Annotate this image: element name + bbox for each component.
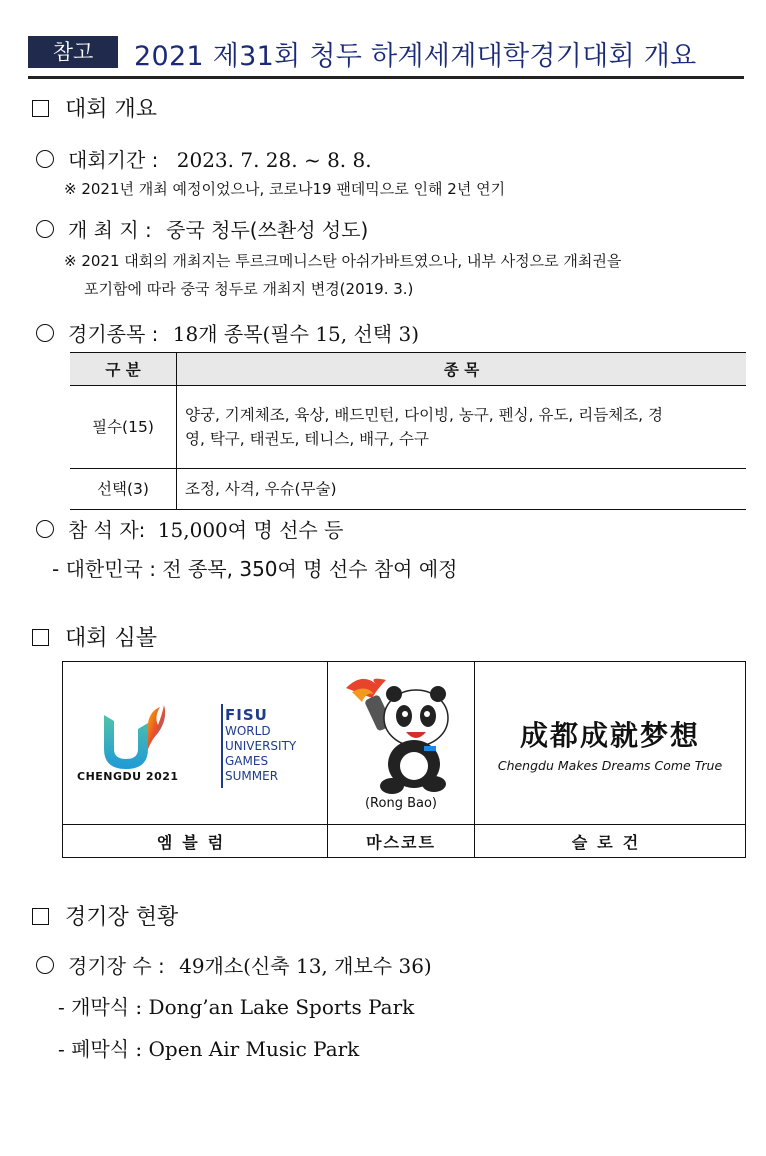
period-value: 2023. 7. 28. ~ 8. 8.: [176, 148, 372, 172]
mascot-name: (Rong Bao): [364, 796, 437, 811]
symbols-table: [62, 661, 746, 858]
emblem-city: CHENGDU 2021: [77, 770, 179, 783]
section-overview-heading: 대회 개요: [32, 92, 157, 123]
fisu-wordmark: FISU: [225, 706, 268, 724]
venue-line: [36, 214, 368, 243]
slogan-label: 슬로건: [475, 825, 746, 858]
period-label: 대회기간 :: [68, 148, 159, 172]
table-header-row: [70, 353, 746, 386]
square-bullet-icon: [32, 100, 49, 117]
circle-bullet-icon: [36, 324, 54, 342]
slogan-chinese: 成都成就梦想: [519, 718, 700, 752]
venue-note-1: ※ 2021 대회의 개최지는 투르크메니스탄 아쉬가바트였으나, 내부 사정으로 개최권을: [64, 252, 622, 270]
events-line: [36, 318, 419, 347]
closing-line: - 폐막식 : Open Air Music Park: [58, 1037, 360, 1061]
circle-bullet-icon: [36, 956, 54, 974]
table-cell-sports: 조정, 사격, 우슈(무술): [177, 469, 747, 510]
circle-bullet-icon: [36, 220, 54, 238]
slogan-english: Chengdu Makes Dreams Come True: [497, 757, 723, 773]
fisu-line: UNIVERSITY: [225, 739, 297, 753]
mascot-label: 마스코트: [328, 825, 475, 858]
square-bullet-icon: [32, 629, 49, 646]
table-cell-category: 필수(15): [70, 386, 177, 469]
participants-label: 참 석 자:: [68, 518, 146, 542]
section-venues-heading: 경기장 현황: [32, 900, 178, 931]
table-cell-sports: [177, 386, 747, 469]
sports-line: 양궁, 기계체조, 육상, 배드민턴, 다이빙, 농구, 펜싱, 유도, 리듬체조, 경: [185, 406, 663, 424]
table-row: [70, 469, 746, 510]
venue-value: 중국 청두(쓰촨성 성도): [166, 218, 369, 242]
circle-bullet-icon: [36, 150, 54, 168]
emblem-divider: [221, 704, 223, 788]
venue-count-value: 49개소(신축 13, 개보수 36): [179, 954, 432, 978]
emblem-cell: [63, 662, 328, 825]
korea-line: - 대한민국 : 전 종목, 350여 명 선수 참여 예정: [52, 557, 458, 581]
venue-count-label: 경기장 수 :: [68, 954, 165, 978]
venue-count-line: [36, 950, 432, 979]
square-bullet-icon: [32, 908, 49, 925]
table-header-category: 구 분: [70, 353, 177, 386]
emblem-label: 엠블럼: [63, 825, 328, 858]
sports-line: 영, 탁구, 태권도, 테니스, 배구, 수구: [185, 430, 429, 448]
page-title: 2021 제31회 청두 하계세계대학경기대회 개요: [134, 41, 697, 72]
fisu-line: SUMMER: [225, 769, 279, 783]
participants-line: [36, 514, 343, 543]
opening-line: - 개막식 : Dong’an Lake Sports Park: [58, 995, 415, 1019]
table-header-sports: 종 목: [177, 353, 747, 386]
section-symbols-heading: 대회 심볼: [32, 621, 157, 652]
participants-value: 15,000여 명 선수 등: [157, 518, 344, 542]
period-note: ※ 2021년 개최 예정이었으나, 코로나19 팬데믹으로 인해 2년 연기: [64, 180, 506, 198]
emblem-fisu-text: [225, 706, 296, 784]
events-value: 18개 종목(필수 15, 선택 3): [172, 322, 420, 346]
sports-table: [70, 352, 746, 510]
page-header: [28, 34, 744, 79]
table-row: [70, 386, 746, 469]
mascot-cell: [328, 662, 475, 825]
table-cell-category: 선택(3): [70, 469, 177, 510]
slogan-cell: [475, 662, 746, 825]
period-line: [36, 144, 372, 173]
fisu-line: GAMES: [225, 754, 269, 768]
mascot-image: [328, 662, 472, 818]
fisu-line: WORLD: [225, 724, 271, 738]
reference-badge: 참고: [28, 36, 118, 68]
venue-label: 개 최 지 :: [68, 218, 152, 242]
events-label: 경기종목 :: [68, 322, 159, 346]
circle-bullet-icon: [36, 520, 54, 538]
venue-note-2: 포기함에 따라 중국 청두로 개최지 변경(2019. 3.): [84, 280, 414, 298]
